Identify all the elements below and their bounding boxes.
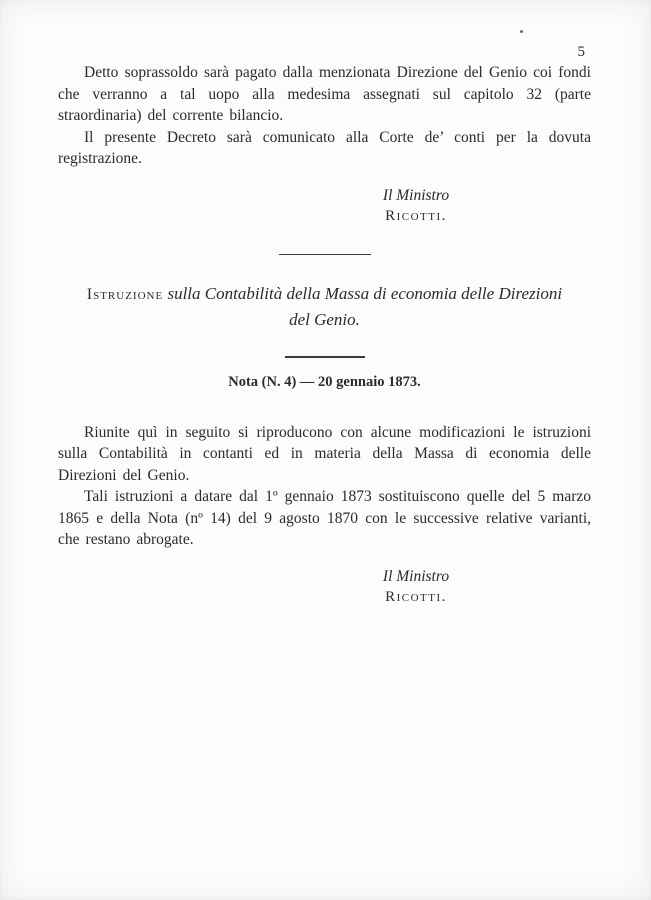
page-number: 5	[577, 44, 585, 60]
instruction-signature-role: Il Ministro	[382, 567, 450, 585]
spacer	[58, 392, 591, 422]
instruction-heading-lead: Istruzione	[86, 286, 164, 303]
instruction-heading	[76, 281, 573, 332]
decree-signature-name: Ricotti.	[385, 207, 447, 224]
instruction-signature-name: Ricotti.	[385, 588, 447, 605]
instruction-paragraph-1: Riunite quì in seguito si riproducono con alcune modificazioni le istruzioni sulla Contabilità in contanti ed in materia della Massa di economia delle Direzioni del Genio.	[58, 423, 591, 484]
scan-artifact-dot	[520, 30, 523, 33]
decree-paragraph-1: Detto soprassoldo sarà pagato dalla menzionata Direzione del Genio coi fondi che verranno a tal uopo alla medesima assegnati sul capitolo 32 (parte straordinaria) del corrente bilancio.	[58, 64, 591, 124]
decree-signature-role: Il Ministro	[382, 186, 450, 204]
decree-signature-block	[341, 186, 491, 226]
nota-reference-line: Nota (N. 4) — 20 gennaio 1873.	[228, 373, 421, 390]
instruction-heading-rest: sulla Contabilità della Massa di economia delle Direzioni del Genio.	[163, 284, 563, 329]
decree-paragraph-2: Il presente Decreto sarà comunicato alla Corte de’ conti per la dovuta registrazione.	[58, 128, 591, 167]
section-divider-rule	[279, 254, 371, 256]
instruction-signature-block	[341, 567, 491, 607]
instruction-paragraph-2: Tali istruzioni a datare dal 1º gennaio 1873 sostituiscono quelle del 5 marzo 1865 e della Nota (nº 14) del 9 agosto 1870 con le successive relative varianti, che restano abrogate.	[58, 488, 591, 548]
heading-divider-rule	[285, 356, 365, 358]
